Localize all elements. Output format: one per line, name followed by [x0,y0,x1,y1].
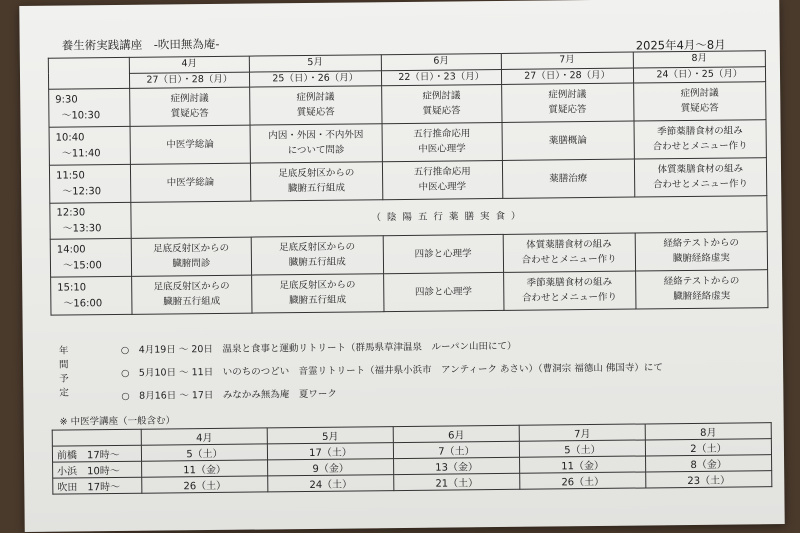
lesson-cell [635,270,768,309]
lesson-cell [251,274,384,313]
lesson-line: 臓腑五行組成 [287,182,346,195]
lesson-line: について問診 [287,144,345,157]
time-end: ～15:00 [62,260,102,272]
time-end: ～16:00 [63,298,103,310]
lesson-line: 季節薬膳食材の組み [657,125,743,138]
lesson-cell [251,236,384,275]
lesson-line: 五行推命応用 [413,128,471,141]
corner-cell [52,429,141,446]
lesson-line: 症例討議 [296,91,335,104]
lesson-line: 薬膳概論 [548,134,587,147]
lesson-line: 臓腑五行組成 [289,294,347,307]
lesson-line: 足底反射区からの [153,243,230,255]
month-header: 8月 [633,51,765,68]
lesson-line: 質疑応答 [170,107,209,120]
time-end: ～10:30 [61,110,101,122]
lesson-cell [634,158,767,197]
lesson-cell [132,276,252,315]
lesson-cell [250,124,383,163]
time-cell [50,239,131,278]
lesson-line: 四診と心理学 [414,247,472,260]
lesson-line: 内因・外因・不内外因 [268,129,364,142]
lesson-line: 四診と心理学 [414,285,473,298]
schedule-table [48,50,769,316]
date-cell: 21（土） [394,473,520,490]
time-cell [49,89,130,128]
lesson-cell [382,123,502,162]
date-cell: 17（土） [267,443,393,460]
month-header: 5月 [249,55,381,72]
lesson-line: 合わせとメニュー作り [652,140,748,153]
time-end: ～12:30 [62,186,102,198]
month-header: 7月 [519,424,645,441]
date-cell: 24（土） [268,475,394,492]
lesson-line: 足底反射区からの [153,281,230,293]
month-header: 4月 [141,428,267,445]
lesson-cell [502,160,635,199]
lesson-line: 体質薬膳食材の組み [657,163,744,176]
event-item: ○ 8月16日 ～ 17日 みなかみ無為庵 夏ワーク [121,388,337,402]
date-cell: 11（金） [520,456,646,473]
lesson-line: 中医学総論 [166,176,215,189]
lesson-line: 中医心理学 [418,181,467,193]
lesson-line: 臓腑五行組成 [163,295,221,308]
lesson-line: 質疑応答 [680,102,719,115]
lesson-line: 症例討議 [422,90,461,102]
lesson-cell [131,238,251,277]
lesson-cell [633,82,766,121]
lesson-line: 質疑応答 [422,105,461,117]
lesson-line: 足底反射区からの [279,279,356,292]
time-start: 10:40 [55,132,85,145]
lesson-line: 体質薬膳食材の組み [526,239,612,251]
corner-cell [48,57,129,89]
date-cell: 26（土） [520,472,646,489]
time-end: ～11:40 [61,148,101,160]
lesson-line: 合わせとメニュー作り [521,291,618,304]
lesson-line: 質疑応答 [548,103,587,116]
month-header: 5月 [267,427,393,444]
lesson-line: 症例討議 [170,93,209,105]
date-cell: 13（金） [394,457,520,474]
slot-row [51,270,768,316]
lesson-line: 質疑応答 [296,106,335,119]
document-sheet [19,0,784,532]
course-title: 養生術実践講座 -吹田無為庵- [61,36,220,53]
date-header: 25（日）・26（月） [249,70,381,87]
date-cell: 2（土） [645,439,771,456]
time-cell [49,127,130,166]
tcm-table [52,422,773,495]
lesson-line: 中医学総論 [166,138,214,151]
lesson-line: 臓腑五行組成 [288,256,346,269]
time-start: 15:10 [57,282,87,295]
lesson-cell [250,162,383,201]
lesson-cell [382,161,502,200]
time-cell [50,203,131,240]
lesson-line: 中医心理学 [418,143,466,155]
lesson-cell [382,85,502,124]
date-cell: 11（金） [142,460,268,477]
date-header: 27（日）・28（月） [501,68,633,85]
lesson-cell [503,233,636,272]
lesson-cell [383,273,503,312]
date-cell: 26（土） [142,476,268,493]
time-start: 11:50 [55,170,85,183]
time-start: 12:30 [56,207,86,220]
location-cell: 吹田 17時～ [53,477,142,494]
date-header: 22（日）・23（月） [381,69,501,86]
lesson-cell [383,235,503,274]
event-item: ○ 5月10日 ～ 11日 いのちのつどい 音霊リトリート（福井県小浜市 アンティーク あさい）（曹洞宗 福德山 佛国寺）にて [121,362,663,379]
time-cell [51,277,132,316]
lesson-cell [634,120,767,159]
lesson-line: 五行推命応用 [413,166,471,179]
date-cell: 8（金） [646,455,772,472]
date-cell: 5（土） [519,440,645,457]
month-header: 8月 [645,423,771,440]
lesson-cell [130,126,250,165]
lesson-line: 季節薬膳食材の組み [526,277,613,289]
lesson-cell [130,88,250,127]
date-cell: 5（土） [141,444,267,461]
location-cell: 小浜 10時～ [53,461,142,478]
lesson-line: 症例討議 [680,87,719,100]
date-cell: 7（土） [393,441,519,458]
event-item: ○ 4月19日 ～ 20日 温泉と食事と運動リトリート（群馬県草津温泉 ルーパン山田にて） [120,340,517,356]
tcm-course-label: ※ 中医学講座（一般含む） [59,415,176,428]
lesson-line: 臓腑問診 [172,257,211,270]
lesson-line: 臓腑経絡虚実 [673,290,731,303]
lunch-cell: （陰陽五行薬膳実食） [131,196,767,239]
month-header: 6月 [381,53,501,70]
date-header: 24（日）・25（月） [633,66,765,83]
month-header: 4月 [129,56,249,73]
lesson-cell [501,84,634,123]
lesson-line: 臓腑経絡虚実 [672,252,730,265]
date-cell: 23（土） [646,471,772,488]
lesson-line: 合わせとメニュー作り [521,253,617,266]
month-header: 6月 [393,425,519,442]
time-end: ～13:30 [62,223,102,235]
lesson-line: 症例討議 [548,89,587,101]
course-period: 2025年4月～8月 [635,37,726,53]
date-cell: 9（金） [268,459,394,476]
location-cell: 前橋 17時～ [52,445,141,462]
time-cell [49,165,130,204]
lesson-line: 経絡テストからの [663,275,740,288]
lesson-line: 合わせとメニュー作り [652,178,749,191]
time-start: 14:00 [56,244,86,257]
lesson-line: 足底反射区からの [279,241,356,254]
lesson-cell [502,122,635,161]
annual-events-label: 年間予定 [58,345,69,399]
lesson-line: 足底反射区からの [278,167,355,180]
time-start: 9:30 [55,94,78,107]
lesson-line: 経絡テストからの [663,237,740,250]
lesson-line: 薬膳治療 [549,172,588,185]
date-header: 27（日）・28（月） [129,72,249,89]
lesson-cell [635,232,768,271]
lesson-cell [249,86,382,125]
month-header: 7月 [501,52,633,69]
lesson-cell [130,164,250,203]
lesson-cell [503,271,636,310]
